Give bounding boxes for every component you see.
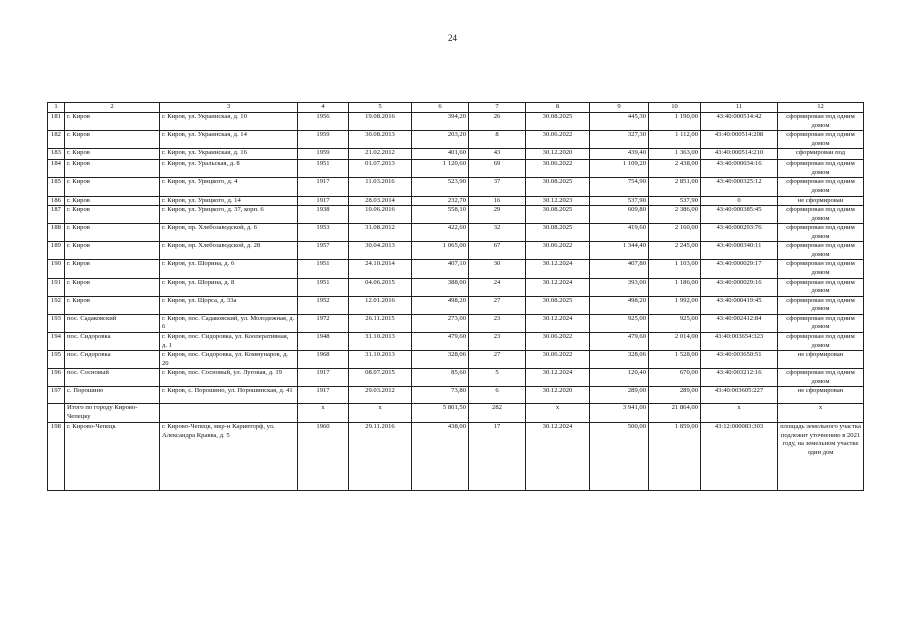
value-cell: 120,40 bbox=[590, 369, 649, 387]
area-cell: 1 120,60 bbox=[412, 160, 469, 178]
value-cell: 537,90 bbox=[649, 196, 701, 206]
row-number: 183 bbox=[48, 149, 65, 160]
column-header: 2 bbox=[65, 103, 160, 113]
deadline-cell: 30.06.2022 bbox=[526, 242, 590, 260]
row-number: 182 bbox=[48, 131, 65, 149]
value-cell: 2 386,00 bbox=[649, 206, 701, 224]
value-cell: 1 190,00 bbox=[649, 113, 701, 131]
column-header: 8 bbox=[526, 103, 590, 113]
cadastre-cell: 43:40:000514:42 bbox=[701, 113, 778, 131]
deadline-cell: 30.08.2025 bbox=[526, 178, 590, 196]
empty-cell bbox=[160, 404, 298, 423]
table-row bbox=[48, 351, 864, 369]
row-number: 190 bbox=[48, 260, 65, 278]
area-cell: 203,20 bbox=[412, 131, 469, 149]
address-cell: г. Киров, пос. Сидоровка, ул. Кооперативная, д. 1 bbox=[160, 332, 298, 350]
area-cell: 85,60 bbox=[412, 369, 469, 387]
year-cell: 1957 bbox=[298, 242, 349, 260]
table-row bbox=[48, 278, 864, 296]
area-cell: 479,60 bbox=[412, 332, 469, 350]
date-cell: 11.03.2016 bbox=[349, 178, 412, 196]
residents-cell: 23 bbox=[469, 332, 526, 350]
area-cell: 394,20 bbox=[412, 113, 469, 131]
address-cell: г. Киров, с. Порошино, ул. Порошинская, д. 41 bbox=[160, 387, 298, 404]
date-cell: 30.04.2013 bbox=[349, 242, 412, 260]
cadastre-cell: 43:40:000029:17 bbox=[701, 260, 778, 278]
value-cell: 925,00 bbox=[590, 314, 649, 332]
value-cell: 445,30 bbox=[590, 113, 649, 131]
column-header: 4 bbox=[298, 103, 349, 113]
status-cell: сформирован под одним домом bbox=[778, 260, 864, 278]
year-cell: 1917 bbox=[298, 196, 349, 206]
total-row bbox=[48, 404, 864, 423]
total-v10-cell: 21 864,00 bbox=[649, 404, 701, 423]
deadline-cell: 30.12.2024 bbox=[526, 278, 590, 296]
total-status-cell: х bbox=[778, 404, 864, 423]
cadastre-cell: 43:40:000293:76 bbox=[701, 224, 778, 242]
deadline-cell: 30.12.2024 bbox=[526, 314, 590, 332]
column-header: 5 bbox=[349, 103, 412, 113]
area-cell: 422,60 bbox=[412, 224, 469, 242]
value-cell: 1 859,00 bbox=[649, 423, 701, 491]
address-cell: г. Киров, пр. Хлебозаводской, д. 28 bbox=[160, 242, 298, 260]
value-cell: 498,20 bbox=[590, 296, 649, 314]
status-cell: сформирован под одним домом bbox=[778, 160, 864, 178]
cadastre-cell: 43:40:000514:208 bbox=[701, 131, 778, 149]
settlement-cell: с. Порошино bbox=[65, 387, 160, 404]
row-number: 184 bbox=[48, 160, 65, 178]
empty-cell bbox=[48, 404, 65, 423]
row-number: 191 bbox=[48, 278, 65, 296]
deadline-cell: 30.12.2024 bbox=[526, 423, 590, 491]
residents-cell: 43 bbox=[469, 149, 526, 160]
value-cell: 1 344,40 bbox=[590, 242, 649, 260]
table-row bbox=[48, 160, 864, 178]
table-row bbox=[48, 224, 864, 242]
date-cell: 04.06.2015 bbox=[349, 278, 412, 296]
status-cell: сформирован под одним домом bbox=[778, 224, 864, 242]
cadastre-cell: 0 bbox=[701, 196, 778, 206]
value-cell: 419,60 bbox=[590, 224, 649, 242]
settlement-cell: г. Киров bbox=[65, 149, 160, 160]
address-cell: г. Киров, ул. Шорина, д. 6 bbox=[160, 260, 298, 278]
date-cell: 29.11.2016 bbox=[349, 423, 412, 491]
total-v9-cell: 3 941,00 bbox=[590, 404, 649, 423]
address-cell: г. Киров, ул. Шорина, д. 8 bbox=[160, 278, 298, 296]
value-cell: 1 109,20 bbox=[590, 160, 649, 178]
settlement-cell: г. Киров bbox=[65, 296, 160, 314]
year-cell: 1959 bbox=[298, 149, 349, 160]
value-cell: 609,80 bbox=[590, 206, 649, 224]
cadastre-cell: 43:40:003212:16 bbox=[701, 369, 778, 387]
year-cell: 1938 bbox=[298, 206, 349, 224]
residents-cell: 24 bbox=[469, 278, 526, 296]
value-cell: 1 992,00 bbox=[649, 296, 701, 314]
value-cell: 2 438,00 bbox=[649, 160, 701, 178]
date-cell: 12.01.2016 bbox=[349, 296, 412, 314]
settlement-cell: г. Кирово-Чепецк bbox=[65, 423, 160, 491]
table-row bbox=[48, 131, 864, 149]
deadline-cell: 30.06.2022 bbox=[526, 131, 590, 149]
area-cell: 498,20 bbox=[412, 296, 469, 314]
cadastre-cell: 43:40:003650:51 bbox=[701, 351, 778, 369]
table-row bbox=[48, 296, 864, 314]
date-cell: 31.10.2013 bbox=[349, 351, 412, 369]
settlement-cell: г. Киров bbox=[65, 242, 160, 260]
column-header: 3 bbox=[160, 103, 298, 113]
area-cell: 73,80 bbox=[412, 387, 469, 404]
row-number: 188 bbox=[48, 224, 65, 242]
value-cell: 500,00 bbox=[590, 423, 649, 491]
residents-cell: 69 bbox=[469, 160, 526, 178]
table-row bbox=[48, 314, 864, 332]
table-row bbox=[48, 178, 864, 196]
year-cell: 1951 bbox=[298, 278, 349, 296]
value-cell: 328,06 bbox=[590, 351, 649, 369]
address-cell: г. Киров, ул. Урицкого, д. 37, корп. 6 bbox=[160, 206, 298, 224]
settlement-cell: пос. Сидоровка bbox=[65, 332, 160, 350]
table-row bbox=[48, 369, 864, 387]
address-cell: г. Киров, ул. Уральская, д. 8 bbox=[160, 160, 298, 178]
table-row bbox=[48, 242, 864, 260]
year-cell: 1948 bbox=[298, 332, 349, 350]
column-header: 11 bbox=[701, 103, 778, 113]
area-cell: 328,06 bbox=[412, 351, 469, 369]
cadastre-cell: 43:40:000514:210 bbox=[701, 149, 778, 160]
deadline-cell: 30.12.2024 bbox=[526, 369, 590, 387]
deadline-cell: 30.08.2025 bbox=[526, 206, 590, 224]
year-cell: 1917 bbox=[298, 387, 349, 404]
value-cell: 2 014,00 bbox=[649, 332, 701, 350]
row-number: 181 bbox=[48, 113, 65, 131]
settlement-cell: г. Киров bbox=[65, 206, 160, 224]
row-number: 185 bbox=[48, 178, 65, 196]
year-cell: 1951 bbox=[298, 260, 349, 278]
residents-cell: 27 bbox=[469, 351, 526, 369]
cadastre-cell: 43:40:003605:227 bbox=[701, 387, 778, 404]
table-row bbox=[48, 387, 864, 404]
area-cell: 523,90 bbox=[412, 178, 469, 196]
status-cell: площадь земельного участка подлежит уточнению в 2021 году, на земельном участке один дом bbox=[778, 423, 864, 491]
cadastre-cell: 43:40:002412:84 bbox=[701, 314, 778, 332]
column-header: 1 bbox=[48, 103, 65, 113]
address-cell: г. Киров, ул. Украинская, д. 10 bbox=[160, 113, 298, 131]
year-cell: 1953 bbox=[298, 224, 349, 242]
value-cell: 925,00 bbox=[649, 314, 701, 332]
residents-cell: 27 bbox=[469, 296, 526, 314]
residents-cell: 29 bbox=[469, 206, 526, 224]
residents-cell: 16 bbox=[469, 196, 526, 206]
status-cell: сформирован под одним домом bbox=[778, 178, 864, 196]
total-year-cell: х bbox=[298, 404, 349, 423]
status-cell: сформирован под одним домом bbox=[778, 314, 864, 332]
settlement-cell: г. Киров bbox=[65, 178, 160, 196]
residents-cell: 32 bbox=[469, 224, 526, 242]
total-label: Итого по городу Кирово-Чепецку bbox=[65, 404, 160, 423]
address-cell: г. Киров, пос. Сидоровка, ул. Коммунаров, д. 20 bbox=[160, 351, 298, 369]
address-cell: г. Киров, ул. Украинская, д. 16 bbox=[160, 149, 298, 160]
value-cell: 393,00 bbox=[590, 278, 649, 296]
residents-cell: 5 bbox=[469, 369, 526, 387]
value-cell: 1 363,00 bbox=[649, 149, 701, 160]
deadline-cell: 30.08.2025 bbox=[526, 296, 590, 314]
column-header: 10 bbox=[649, 103, 701, 113]
date-cell: 19.08.2016 bbox=[349, 113, 412, 131]
row-number: 198 bbox=[48, 423, 65, 491]
cadastre-cell: 43:40:000029:16 bbox=[701, 278, 778, 296]
settlement-cell: пос. Сосновый bbox=[65, 369, 160, 387]
settlement-cell: пос. Садаковский bbox=[65, 314, 160, 332]
date-cell: 21.02.2012 bbox=[349, 149, 412, 160]
address-cell: г. Киров, пр. Хлебозаводской, д. 6 bbox=[160, 224, 298, 242]
settlement-cell: г. Киров bbox=[65, 131, 160, 149]
settlement-cell: г. Киров bbox=[65, 113, 160, 131]
status-cell: сформирован под одним домом bbox=[778, 278, 864, 296]
cadastre-cell: 43:40:000419:45 bbox=[701, 296, 778, 314]
status-cell: не сформирован bbox=[778, 196, 864, 206]
value-cell: 2 851,00 bbox=[649, 178, 701, 196]
deadline-cell: 30.12.2024 bbox=[526, 260, 590, 278]
table-row bbox=[48, 332, 864, 350]
table-row bbox=[48, 196, 864, 206]
year-cell: 1960 bbox=[298, 423, 349, 491]
deadline-cell: 30.12.2020 bbox=[526, 387, 590, 404]
row-number: 197 bbox=[48, 387, 65, 404]
row-number: 195 bbox=[48, 351, 65, 369]
total-date-cell: х bbox=[349, 404, 412, 423]
status-cell: сформирован под одним домом bbox=[778, 369, 864, 387]
value-cell: 754,90 bbox=[590, 178, 649, 196]
page-number: 24 bbox=[448, 33, 457, 43]
row-number: 194 bbox=[48, 332, 65, 350]
year-cell: 1959 bbox=[298, 131, 349, 149]
settlement-cell: г. Киров bbox=[65, 278, 160, 296]
cadastre-cell: 43:40:000325:12 bbox=[701, 178, 778, 196]
residents-cell: 8 bbox=[469, 131, 526, 149]
cadastre-cell: 43:12:000083:303 bbox=[701, 423, 778, 491]
status-cell: сформирован под одним домом bbox=[778, 332, 864, 350]
housing-registry-table bbox=[47, 102, 864, 491]
address-cell: г. Киров, ул. Щорса, д. 33а bbox=[160, 296, 298, 314]
status-cell: не сформирован bbox=[778, 387, 864, 404]
deadline-cell: 30.08.2025 bbox=[526, 113, 590, 131]
area-cell: 1 065,00 bbox=[412, 242, 469, 260]
date-cell: 01.07.2013 bbox=[349, 160, 412, 178]
cadastre-cell: 43:40:000340:11 bbox=[701, 242, 778, 260]
residents-cell: 17 bbox=[469, 423, 526, 491]
total-residents-cell: 282 bbox=[469, 404, 526, 423]
residents-cell: 30 bbox=[469, 260, 526, 278]
year-cell: 1952 bbox=[298, 296, 349, 314]
area-cell: 273,00 bbox=[412, 314, 469, 332]
date-cell: 29.03.2012 bbox=[349, 387, 412, 404]
table-row bbox=[48, 206, 864, 224]
column-header: 6 bbox=[412, 103, 469, 113]
value-cell: 1 528,00 bbox=[649, 351, 701, 369]
area-cell: 232,70 bbox=[412, 196, 469, 206]
deadline-cell: 30.06.2022 bbox=[526, 351, 590, 369]
area-cell: 388,00 bbox=[412, 278, 469, 296]
address-cell: г. Киров, ул. Украинская, д. 14 bbox=[160, 131, 298, 149]
total-cadastre-cell: х bbox=[701, 404, 778, 423]
column-header: 12 bbox=[778, 103, 864, 113]
settlement-cell: пос. Сидоровка bbox=[65, 351, 160, 369]
value-cell: 1 112,00 bbox=[649, 131, 701, 149]
value-cell: 670,00 bbox=[649, 369, 701, 387]
row-number: 196 bbox=[48, 369, 65, 387]
table-row bbox=[48, 260, 864, 278]
total-area-cell: 5 801,50 bbox=[412, 404, 469, 423]
date-cell: 24.10.2014 bbox=[349, 260, 412, 278]
value-cell: 1 103,00 bbox=[649, 260, 701, 278]
address-cell: г. Киров, пос. Сосновый, ул. Луговая, д. 19 bbox=[160, 369, 298, 387]
cadastre-cell: 43:40:000034:16 bbox=[701, 160, 778, 178]
status-cell: сформирован под bbox=[778, 149, 864, 160]
residents-cell: 26 bbox=[469, 113, 526, 131]
row-number: 189 bbox=[48, 242, 65, 260]
column-header: 9 bbox=[590, 103, 649, 113]
row-number: 193 bbox=[48, 314, 65, 332]
status-cell: сформирован под одним домом bbox=[778, 131, 864, 149]
status-cell: сформирован под одним домом bbox=[778, 242, 864, 260]
address-cell: г. Киров, пос. Садаковский, ул. Молодежная, д. 6 bbox=[160, 314, 298, 332]
area-cell: 438,00 bbox=[412, 423, 469, 491]
date-cell: 31.08.2012 bbox=[349, 224, 412, 242]
deadline-cell: 30.06.2022 bbox=[526, 160, 590, 178]
row-number: 186 bbox=[48, 196, 65, 206]
address-cell: г. Киров, ул. Урицкого, д. 4 bbox=[160, 178, 298, 196]
deadline-cell: 30.12.2020 bbox=[526, 149, 590, 160]
date-cell: 08.07.2015 bbox=[349, 369, 412, 387]
settlement-cell: г. Киров bbox=[65, 224, 160, 242]
row-number: 192 bbox=[48, 296, 65, 314]
table-row bbox=[48, 113, 864, 131]
year-cell: 1951 bbox=[298, 160, 349, 178]
residents-cell: 67 bbox=[469, 242, 526, 260]
date-cell: 31.10.2013 bbox=[349, 332, 412, 350]
status-cell: сформирован под одним домом bbox=[778, 296, 864, 314]
value-cell: 439,40 bbox=[590, 149, 649, 160]
residents-cell: 37 bbox=[469, 178, 526, 196]
value-cell: 2 245,00 bbox=[649, 242, 701, 260]
settlement-cell: г. Киров bbox=[65, 160, 160, 178]
value-cell: 479,60 bbox=[590, 332, 649, 350]
date-cell: 30.08.2013 bbox=[349, 131, 412, 149]
table-row bbox=[48, 423, 864, 491]
value-cell: 1 186,00 bbox=[649, 278, 701, 296]
year-cell: 1968 bbox=[298, 351, 349, 369]
total-deadline-cell: х bbox=[526, 404, 590, 423]
area-cell: 407,10 bbox=[412, 260, 469, 278]
date-cell: 28.03.2014 bbox=[349, 196, 412, 206]
value-cell: 289,00 bbox=[590, 387, 649, 404]
address-cell: г. Кирово-Чепецк, мкр-н Каринторф, ул. Александра Кравва, д. 5 bbox=[160, 423, 298, 491]
table-row bbox=[48, 149, 864, 160]
column-header: 7 bbox=[469, 103, 526, 113]
date-cell: 26.11.2015 bbox=[349, 314, 412, 332]
value-cell: 537,90 bbox=[590, 196, 649, 206]
settlement-cell: г. Киров bbox=[65, 196, 160, 206]
column-number-row bbox=[48, 103, 864, 113]
status-cell: сформирован под одним домом bbox=[778, 206, 864, 224]
cadastre-cell: 43:40:000385:45 bbox=[701, 206, 778, 224]
value-cell: 327,30 bbox=[590, 131, 649, 149]
status-cell: сформирован под одним домом bbox=[778, 113, 864, 131]
residents-cell: 6 bbox=[469, 387, 526, 404]
year-cell: 1972 bbox=[298, 314, 349, 332]
deadline-cell: 30.12.2023 bbox=[526, 196, 590, 206]
address-cell: г. Киров, ул. Урицкого, д. 14 bbox=[160, 196, 298, 206]
row-number: 187 bbox=[48, 206, 65, 224]
value-cell: 2 160,00 bbox=[649, 224, 701, 242]
date-cell: 10.06.2016 bbox=[349, 206, 412, 224]
deadline-cell: 30.08.2025 bbox=[526, 224, 590, 242]
year-cell: 1917 bbox=[298, 178, 349, 196]
area-cell: 401,60 bbox=[412, 149, 469, 160]
settlement-cell: г. Киров bbox=[65, 260, 160, 278]
year-cell: 1917 bbox=[298, 369, 349, 387]
value-cell: 289,00 bbox=[649, 387, 701, 404]
value-cell: 407,80 bbox=[590, 260, 649, 278]
area-cell: 558,10 bbox=[412, 206, 469, 224]
cadastre-cell: 43:40:003654:323 bbox=[701, 332, 778, 350]
year-cell: 1956 bbox=[298, 113, 349, 131]
deadline-cell: 30.06.2022 bbox=[526, 332, 590, 350]
status-cell: не сформирован bbox=[778, 351, 864, 369]
residents-cell: 23 bbox=[469, 314, 526, 332]
